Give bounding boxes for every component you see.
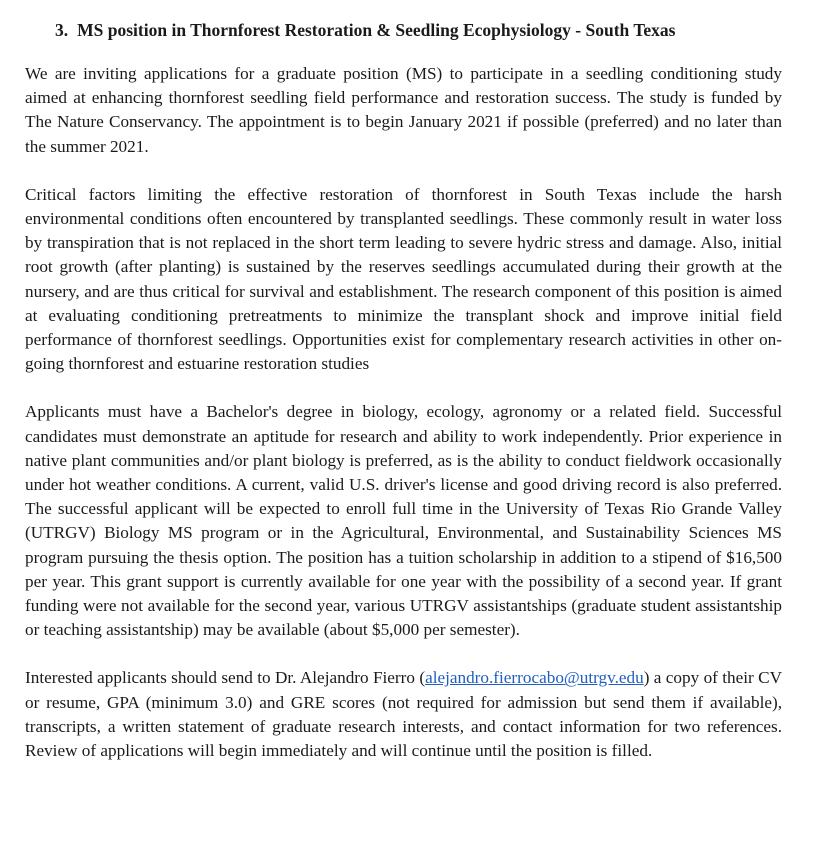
paragraph-intro: We are inviting applications for a graduate position (MS) to participate in a seedling conditioning study aimed at enhancing thornforest seedling field performance and restoration success. The study is funded by The Nature Conservancy. The appointment is to begin January 2021 if possible (preferred) and no later than the summer 2021. [25, 64, 782, 156]
application-text-after: ) a copy of their CV or resume, GPA (minimum 3.0) and GRE scores (not required for admission but send them if available), transcripts, a written statement of graduate research interests, and contact information for two references. Review of applications will begin immediately and will continue until the position is filled. [25, 668, 782, 761]
paragraph-requirements: Applicants must have a Bachelor's degree in biology, ecology, agronomy or a related field. Successful candidates must demonstrate an aptitude for research and ability to work independently. Prior experience in native plant communities and/or plant biology is preferred, as is the ability to conduct fieldwork occasionally under hot weather conditions. A current, valid U.S. driver's license and good driving record is also preferred. The successful applicant will be expected to enroll full time in the University of Texas Rio Grande Valley (UTRGV) Biology MS program or in the Agricultural, Environmental, and Sustainability Sciences MS program pursuing the thesis option. The position has a tuition scholarship in addition to a stipend of $16,500 per year. This grant support is currently available for one year with the possibility of a second year. If grant funding were not available for the second year, various UTRGV assistantships (graduate student assistantship or teaching assistantship) may be available (about $5,000 per semester). [25, 402, 782, 640]
section-title: MS position in Thornforest Restoration & Seedling Ecophysiology - South Texas [77, 20, 676, 40]
paragraph-application [25, 666, 782, 763]
section-heading [55, 18, 782, 42]
contact-email-link[interactable]: alejandro.fierrocabo@utrgv.edu [425, 668, 644, 688]
application-text-before: Interested applicants should send to Dr. Alejandro Fierro ( [25, 668, 426, 688]
section-number: 3. [55, 20, 69, 40]
document-page [25, 0, 782, 763]
paragraph-background: Critical factors limiting the effective restoration of thornforest in South Texas include the harsh environmental conditions often encountered by transplanted seedlings. These commonly result in water loss by transpiration that is not replaced in the short term leading to severe hydric stress and damage. Also, initial root growth (after planting) is sustained by the reserves seedlings accumulated during their growth at the nursery, and are thus critical for survival and establishment. The research component of this position is aimed at evaluating conditioning pretreatments to minimize the transplant shock and improve initial field performance of thornforest seedlings. Opportunities exist for complementary research activities in other on-going thornforest and estuarine restoration studies [25, 184, 782, 374]
